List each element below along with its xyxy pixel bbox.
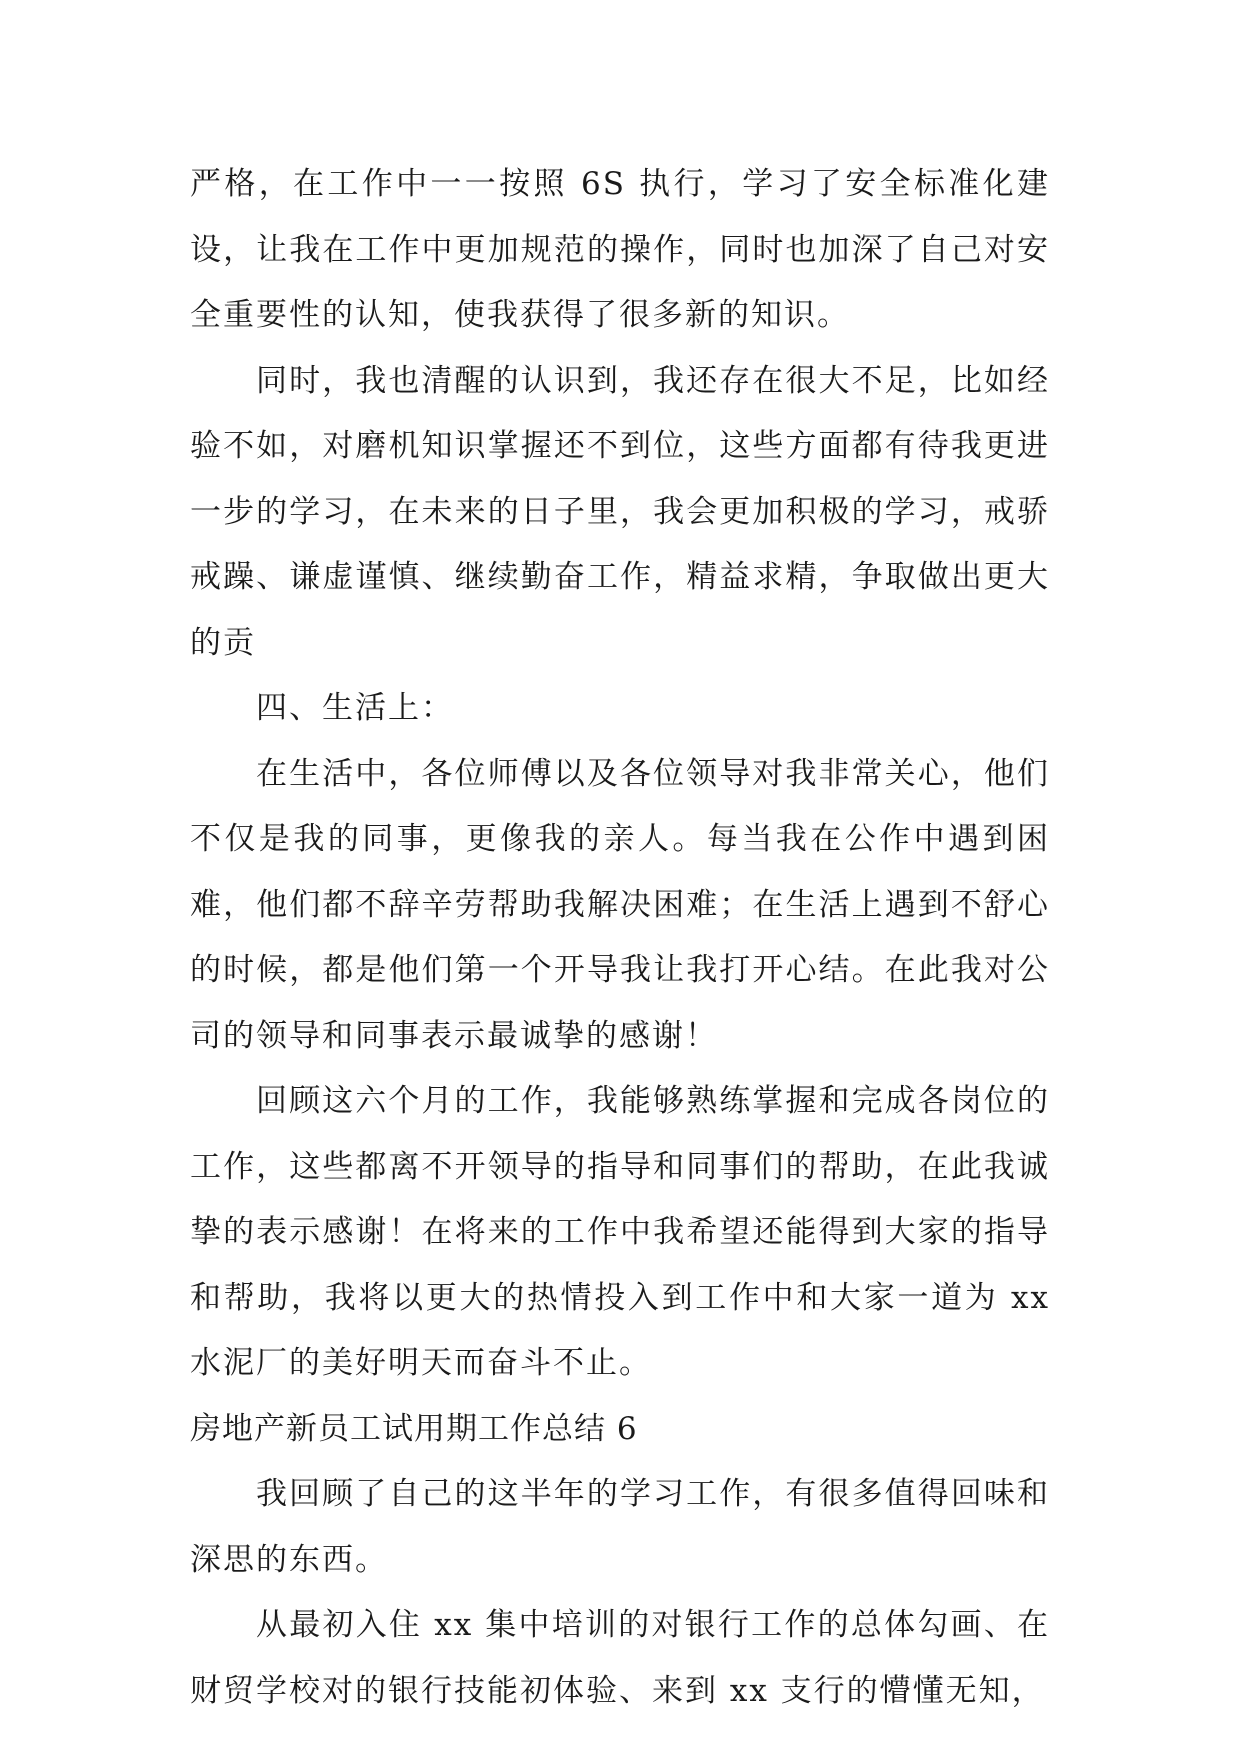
section-title: 房地产新员工试用期工作总结 6 [190,1410,638,1447]
paragraph-1: 严格，在工作中一一按照 6S 执行，学习了安全标准化建设，让我在工作中更加规范的操作，同时也加深了自己对安全重要性的认知，使我获得了很多新的知识。 [190,166,1050,333]
paragraph-4: 回顾这六个月的工作，我能够熟练掌握和完成各岗位的工作，这些都离不开领导的指导和同事们的帮助，在此我诚挚的表示感谢！在将来的工作中我希望还能得到大家的指导和帮助，我将以更大的热情投入到工作中和大家一道为 xx 水泥厂的美好明天而奋斗不止。 [190,1083,1050,1381]
paragraph-5: 我回顾了自己的这半年的学习工作，有很多值得回味和深思的东西。 [190,1476,1050,1578]
paragraph-3: 在生活中，各位师傅以及各位领导对我非常关心，他们不仅是我的同事，更像我的亲人。每当我在公作中遇到困难，他们都不辞辛劳帮助我解决困难；在生活上遇到不舒心的时候，都是他们第一个开导我让我打开心结。在此我对公司的领导和同事表示最诚挚的感谢！ [190,755,1050,1054]
section-heading-life: 四、生活上： [256,690,454,726]
document-body [190,152,1050,1724]
paragraph-6: 从最初入住 xx 集中培训的对银行工作的总体勾画、在财贸学校对的银行技能初体验、来到 xx 支行的懵懂无知， [190,1607,1050,1709]
paragraph-2: 同时，我也清醒的认识到，我还存在很大不足，比如经验不如，对磨机知识掌握还不到位，这些方面都有待我更进一步的学习，在未来的日子里，我会更加积极的学习，戒骄戒躁、谦虚谨慎、继续勤奋工作，精益求精，争取做出更大的贡 [190,362,1050,661]
